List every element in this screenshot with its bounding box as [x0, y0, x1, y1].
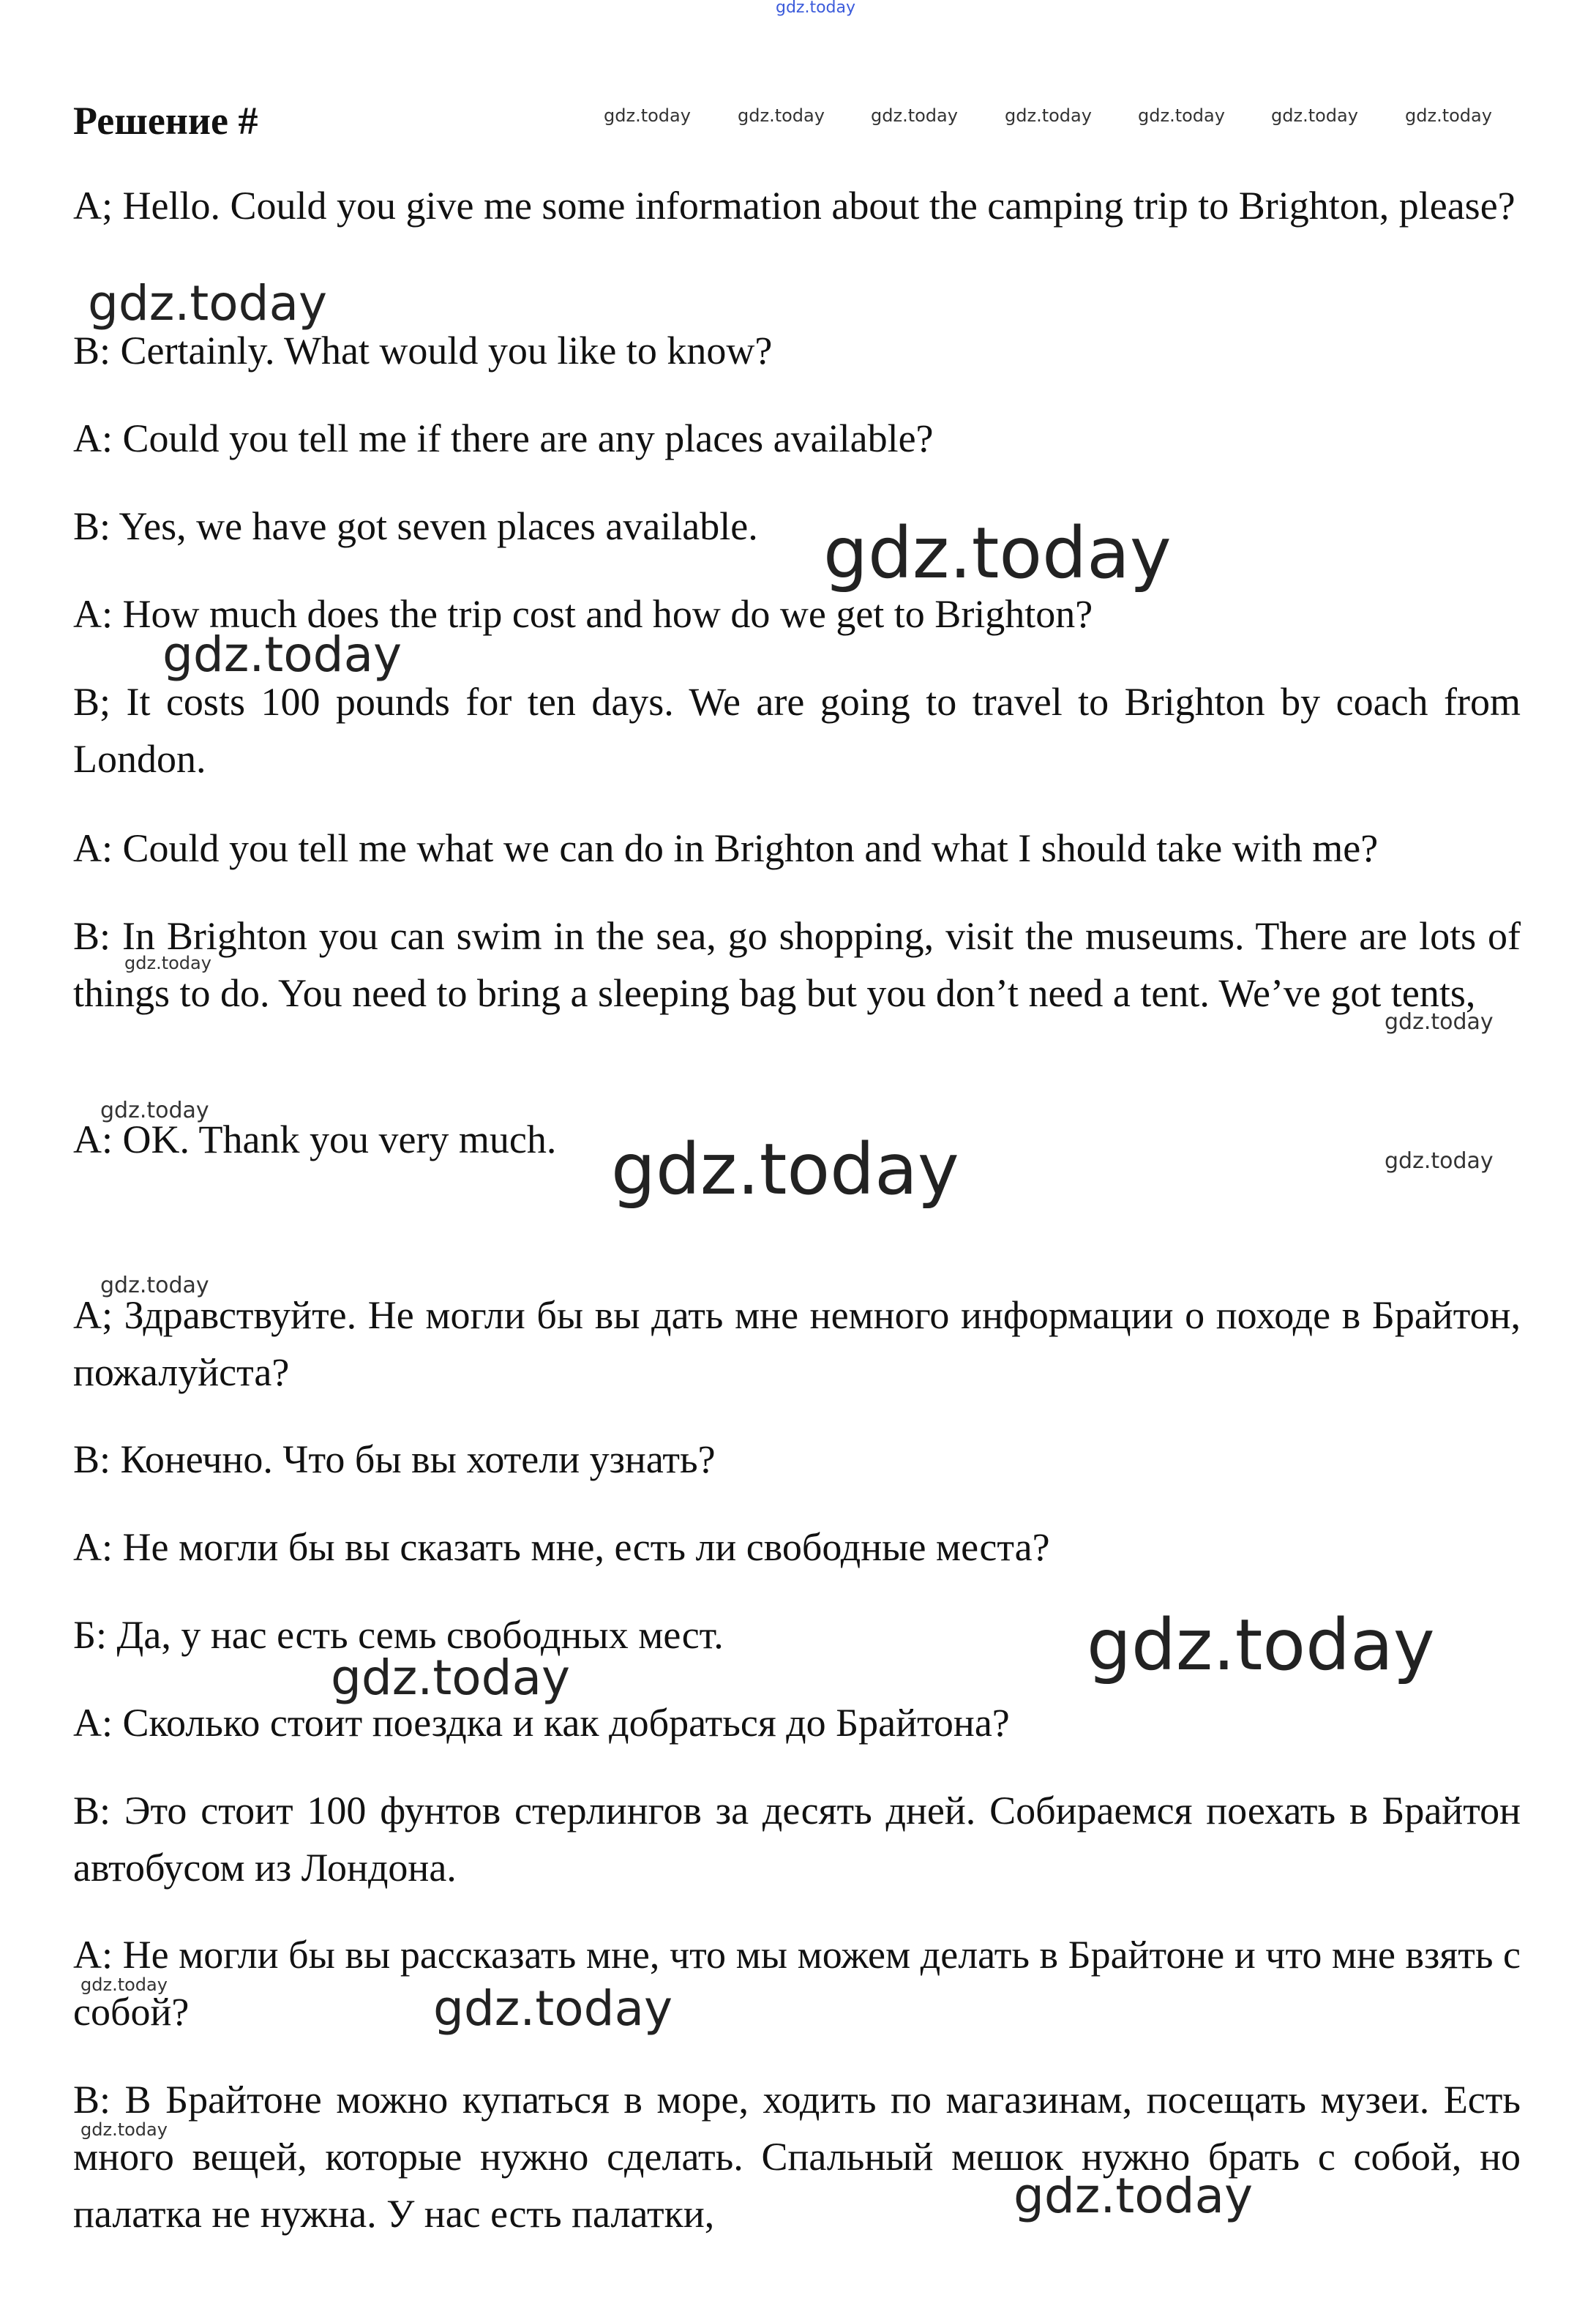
solution-title: Решение # [73, 99, 258, 143]
watermark: gdz.today [1005, 105, 1092, 126]
dialogue-line-en-6: B; It costs 100 pounds for ten days. We are going to travel to Brighton by coach from London. [73, 680, 1521, 781]
dialogue-line-ru-4: Б: Да, у нас есть семь свободных мест. [73, 1613, 724, 1657]
watermark: gdz.today [1014, 2168, 1254, 2224]
dialogue-line-ru-3: А: Не могли бы вы сказать мне, есть ли свободные места? [73, 1525, 1050, 1569]
watermark: gdz.today [1087, 1604, 1435, 1686]
dialogue-line-ru-7: А: Не могли бы вы рассказать мне, что мы можем делать в Брайтоне и что мне взять с собой? [73, 1933, 1521, 2034]
dialogue-line-ru-5: А: Сколько стоит поездка и как добраться до Брайтона? [73, 1701, 1010, 1745]
dialogue-line-ru-6: В: Это стоит 100 фунтов стерлингов за десять дней. Собираемся поехать в Брайтон автобусом из Лондона. [73, 1789, 1521, 1890]
watermark: gdz.today [611, 1128, 959, 1210]
dialogue-line-en-2: B: Certainly. What would you like to know? [73, 329, 773, 373]
watermark: gdz.today [80, 2119, 168, 2140]
dialogue-line-en-5: A: How much does the trip cost and how do we get to Brighton? [73, 592, 1093, 636]
watermark: gdz.today [776, 0, 856, 17]
dialogue-line-en-8: B: In Brighton you can swim in the sea, go shopping, visit the museums. There are lots of things to do. You need to bring a sleeping bag but you don’t need a tent. We’ve got tents, [73, 914, 1521, 1015]
watermark: gdz.today [88, 275, 328, 332]
dialogue-line-en-1: A; Hello. Could you give me some information about the camping trip to Brighton, please? [73, 184, 1516, 228]
watermark: gdz.today [871, 105, 958, 126]
dialogue-line-en-4: B: Yes, we have got seven places available. [73, 504, 758, 548]
watermark: gdz.today [100, 1098, 209, 1123]
watermark: gdz.today [604, 105, 691, 126]
dialogue-line-ru-1: А; Здравствуйте. Не могли бы вы дать мне немного информации о походе в Брайтон, пожалуйста? [73, 1293, 1521, 1394]
watermark: gdz.today [1138, 105, 1225, 126]
watermark: gdz.today [1385, 1009, 1494, 1035]
watermark: gdz.today [100, 1273, 209, 1298]
watermark: gdz.today [823, 512, 1172, 594]
watermark: gdz.today [1405, 105, 1492, 126]
dialogue-line-en-3: A: Could you tell me if there are any places available? [73, 416, 934, 460]
watermark: gdz.today [1271, 105, 1358, 126]
dialogue-line-en-9: A: OK. Thank you very much. [73, 1118, 557, 1161]
watermark: gdz.today [433, 1980, 673, 2037]
watermark: gdz.today [162, 626, 402, 683]
watermark: gdz.today [124, 953, 211, 973]
dialogue-line-ru-2: В: Конечно. Что бы вы хотели узнать? [73, 1437, 716, 1481]
watermark: gdz.today [80, 1974, 168, 1995]
dialogue-line-ru-8: В: В Брайтоне можно купаться в море, ходить по магазинам, посещать музеи. Есть много вещей, которые нужно сделать. Спальный мешок нужно брать с собой, но палатка не нужна. У нас есть палатки, [73, 2078, 1521, 2236]
watermark: gdz.today [1385, 1148, 1494, 1174]
watermark: gdz.today [738, 105, 825, 126]
dialogue-line-en-7: A: Could you tell me what we can do in Brighton and what I should take with me? [73, 826, 1379, 870]
watermark: gdz.today [331, 1650, 571, 1706]
